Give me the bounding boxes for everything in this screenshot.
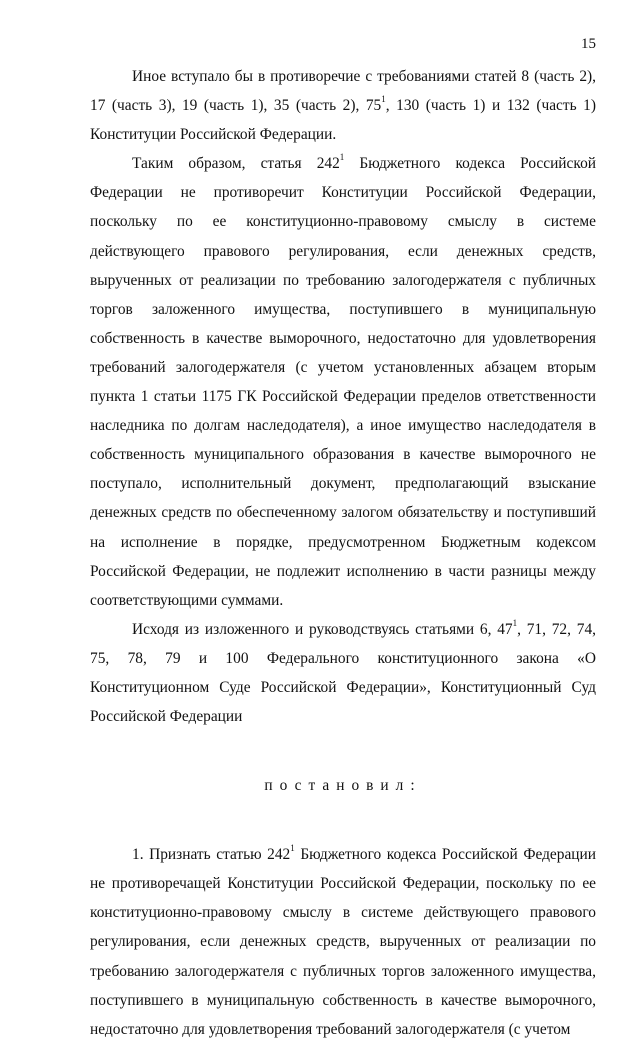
paragraph-text: Иное вступало бы в противоречие с требованиями статей 8 (часть 2), 17 (часть 3), 19 (часть 1), 35 (часть 2), 75 <box>90 68 596 115</box>
paragraph-text: , 130 (часть 1) и 132 (часть 1) Конституции Российской Федерации. <box>90 97 596 144</box>
document-body <box>90 62 596 1044</box>
paragraph-text: 1. Признать статью 242 <box>132 846 291 864</box>
paragraph-text: Исходя из изложенного и руководствуясь статьями 6, 47 <box>132 620 513 638</box>
paragraph-legal-basis <box>90 615 596 731</box>
paragraph-contradiction-note <box>90 62 596 149</box>
resolution-heading: постановил: <box>264 777 422 795</box>
superscript-index: 1 <box>339 152 345 163</box>
page-number: 15 <box>581 36 596 52</box>
paragraph-text: Бюджетного кодекса Российской Федерации не противоречащей Конституции Российской Федерации, поскольку по ее конституционно-правовому смыслу в системе действующего правового регулирования, если денежных средств, вырученных от реализации по требованию залогодержателя с публичных торгов заложенного имущества, поступившего в муниципальную собственность в качестве выморочного, недостаточно для удовлетворения требований залогодержателя (с учетом <box>90 846 596 1038</box>
paragraph-text: Бюджетного кодекса Российской Федерации не противоречит Конституции Российской Федерации, поскольку по ее конституционно-правовому смыслу в системе действующего правового регулирования, если денежных средств, вырученных от реализации по требованию залогодержателя с публичных торгов заложенного имущества, поступившего в муниципальную собственность в качестве выморочного, недостаточно для удовлетворения требований залогодержателя (с учетом установленных абзацем вторым пункта 1 статьи 1175 ГК Российской Федерации пределов ответственности наследника по долгам наследодателя), а иное имущество наследодателя в собственность муниципального образования в качестве выморочного не поступало, исполнительный документ, предполагающий взыскание денежных средств по обеспеченному залогом обязательству и поступивший на исполнение в порядке, предусмотренном Бюджетным кодексом Российской Федерации, не подлежит исполнению в части разницы между соответствующими суммами. <box>90 155 596 609</box>
superscript-index: 1 <box>512 617 518 628</box>
paragraph-text: , 71, 72, 74, 75, 78, 79 и 100 Федерального конституционного закона «О Конституционном Суде Российской Федерации», Конституционный Суд Российской Федерации <box>90 620 596 726</box>
resolution-item-1 <box>90 840 596 1044</box>
paragraph-text: Таким образом, статья 242 <box>132 155 340 173</box>
superscript-index: 1 <box>290 843 295 854</box>
paragraph-conclusion <box>90 149 596 615</box>
superscript-index: 1 <box>381 93 386 104</box>
